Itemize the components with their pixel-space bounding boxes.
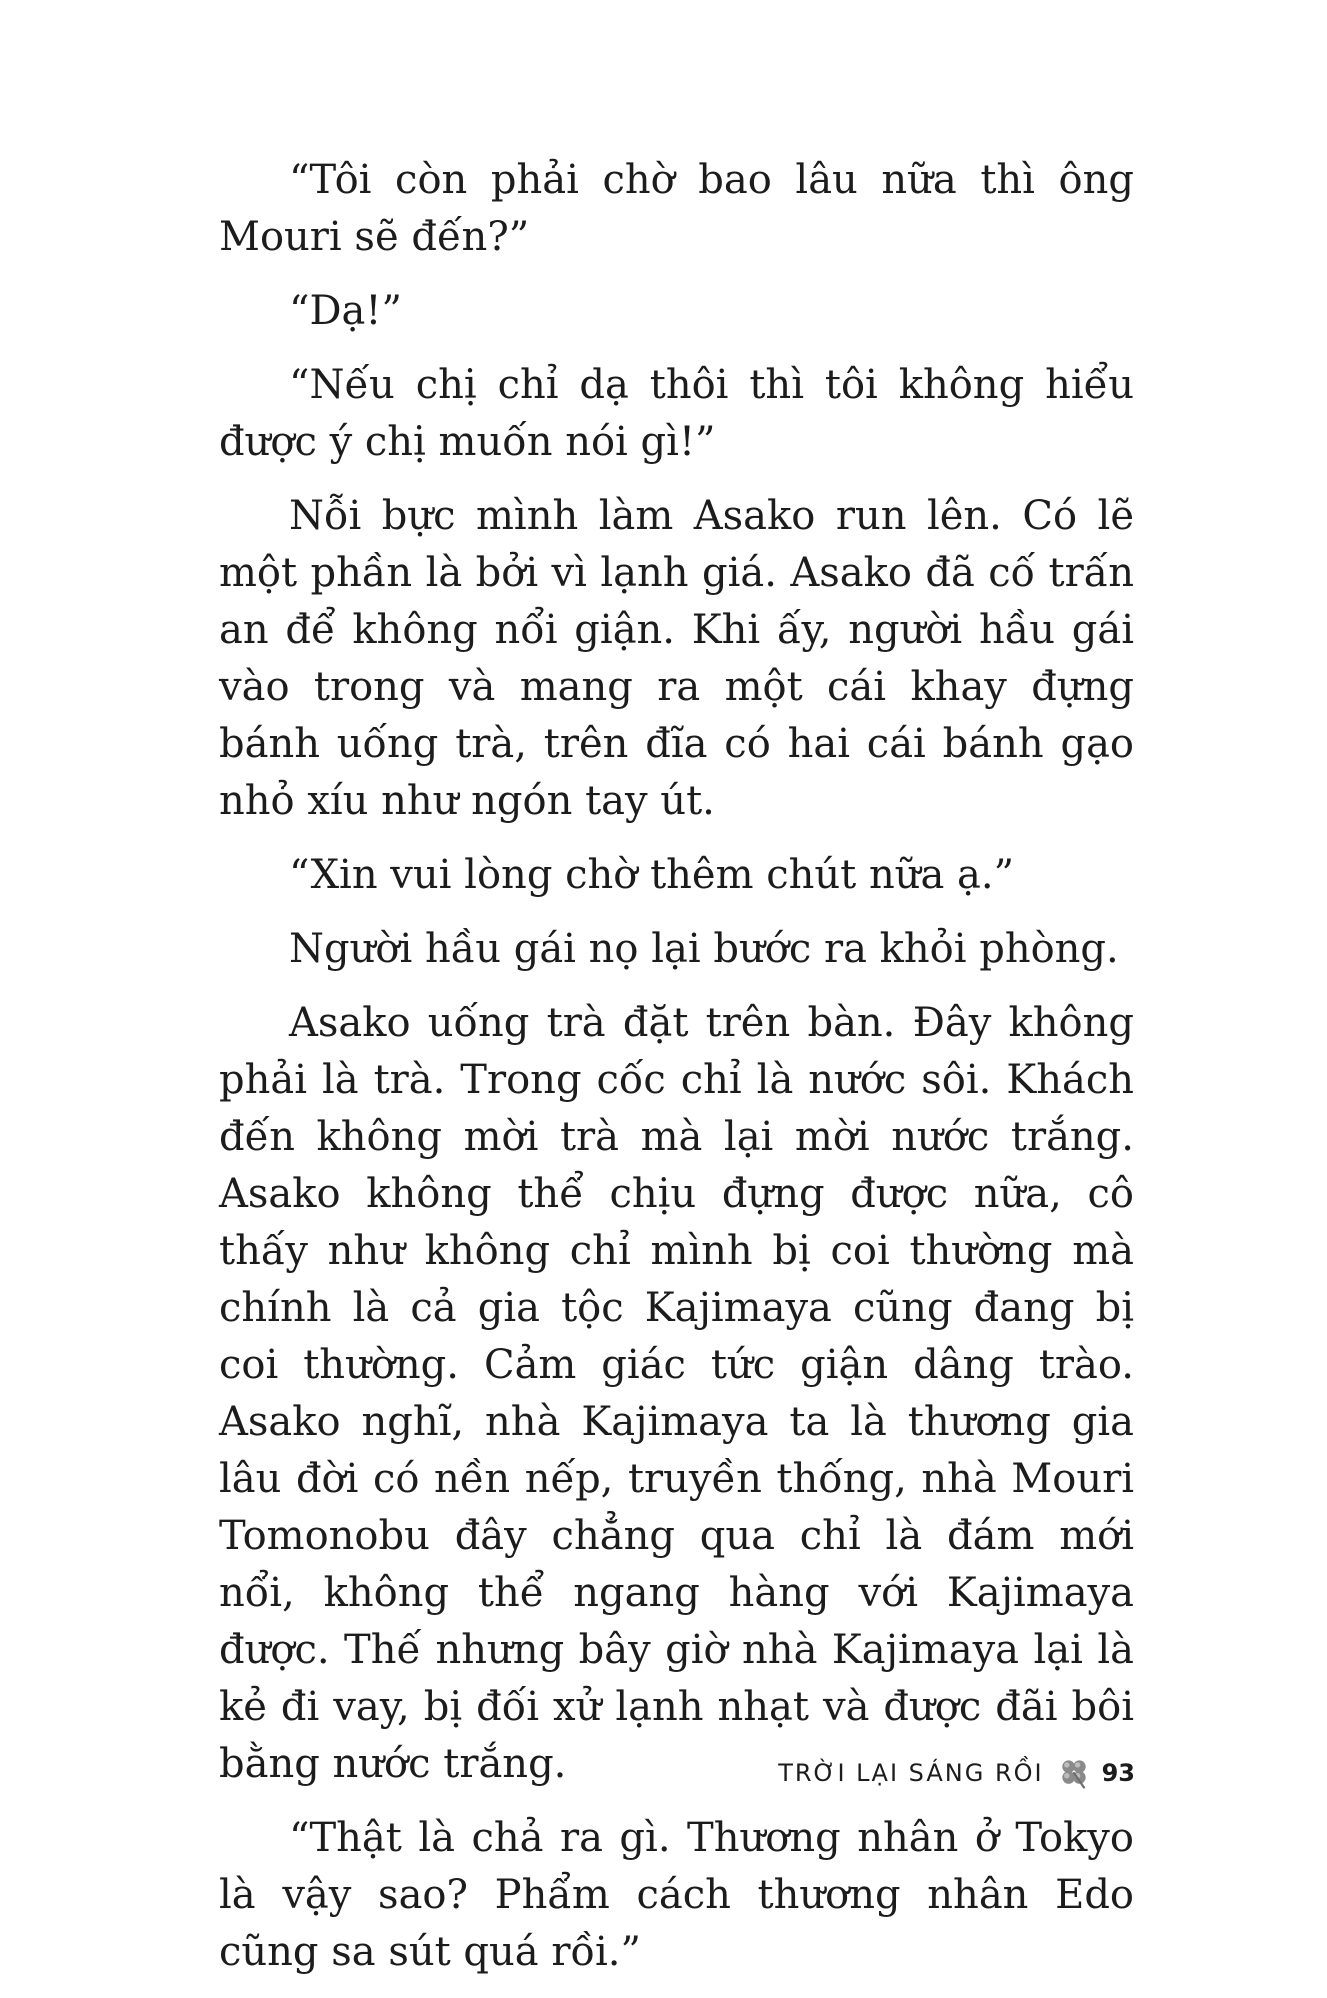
paragraph: Asako uống trà đặt trên bàn. Đây không phải là trà. Trong cốc chỉ là nước sôi. Khách đến không mời trà mà lại mời nước trắng. Asako không thể chịu đựng được nữa, cô thấy như không chỉ mình bị coi thường mà chính là cả gia tộc Kajimaya cũng đang bị coi thường. Cảm giác tức giận dâng trào. Asako nghĩ, nhà Kajimaya ta là thương gia lâu đời có nền nếp, truyền thống, nhà Mouri Tomonobu đây chẳng qua chỉ là đám mới nổi, không thể ngang hàng với Kajimaya được. Thế nhưng bây giờ nhà Kajimaya lại là kẻ đi vay, bị đối xử lạnh nhạt và được đãi bôi bằng nước trắng. xyxy=(219,1000,1134,1787)
paragraph: “Tôi còn phải chờ bao lâu nữa thì ông Mouri sẽ đến?” xyxy=(219,157,1134,260)
page-number: 93 xyxy=(1101,1759,1135,1787)
paragraph: “Nếu chị chỉ dạ thôi thì tôi không hiểu được ý chị muốn nói gì!” xyxy=(219,362,1134,465)
paragraph: “Xin vui lòng chờ thêm chút nữa ạ.” xyxy=(289,852,1015,898)
body-text xyxy=(219,152,1134,1998)
paragraph: Người hầu gái nọ lại bước ra khỏi phòng. xyxy=(289,926,1119,972)
paragraph: “Dạ!” xyxy=(289,288,402,334)
paragraph: “Thật là chả ra gì. Thương nhân ở Tokyo là vậy sao? Phẩm cách thương nhân Edo cũng sa sút quá rồi.” xyxy=(219,1815,1134,1975)
clover-icon xyxy=(1056,1755,1092,1791)
page-footer xyxy=(778,1753,1135,1793)
paragraph: Nỗi bực mình làm Asako run lên. Có lẽ một phần là bởi vì lạnh giá. Asako đã cố trấn an để không nổi giận. Khi ấy, người hầu gái vào trong và mang ra một cái khay đựng bánh uống trà, trên đĩa có hai cái bánh gạo nhỏ xíu như ngón tay út. xyxy=(219,493,1134,824)
running-title: TRỜI LẠI SÁNG RỒI xyxy=(778,1759,1044,1787)
